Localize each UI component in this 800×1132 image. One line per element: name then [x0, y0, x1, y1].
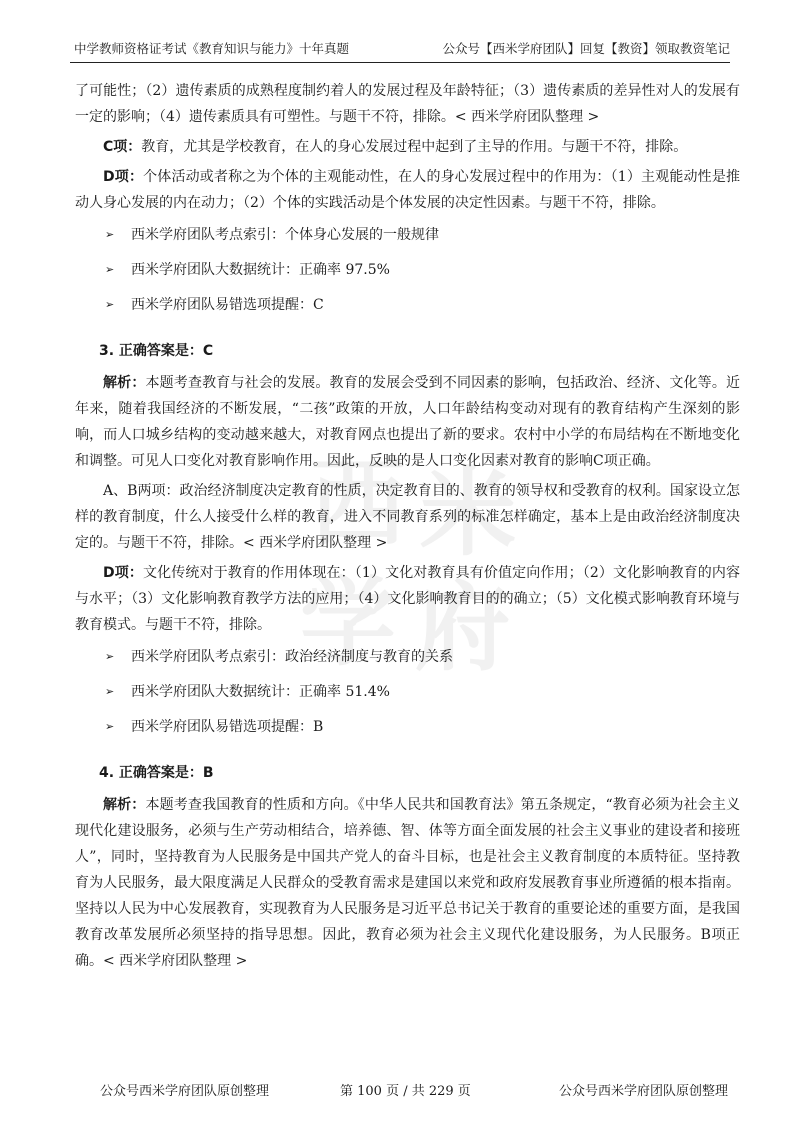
- bullet-text: 西米学府团队易错选项提醒：C: [131, 297, 324, 313]
- analysis-text: 本题考查教育与社会的发展。教育的发展会受到不同因素的影响，包括政治、经济、文化等。近年来，随着我国经济的不断发展，“二孩”政策的开放，人口年龄结构变动对现有的教育结构产生深刻的影响，而人口城乡结构的变动越来越大，对教育网点也提出了新的要求。农村中小学的布局结构在不断地变化和调整。可见人口变化对教育影响作用。因此，反映的是人口变化因素对教育的影响C项正确。: [75, 375, 741, 469]
- option-label: C项：: [103, 139, 142, 155]
- page-content: [75, 78, 740, 974]
- footer-right: 公众号西米学府团队原创整理: [558, 1084, 728, 1099]
- footer-left: 公众号西米学府团队原创整理: [100, 1084, 270, 1099]
- bullet-item: [75, 644, 740, 670]
- page-header: [70, 38, 730, 63]
- prev-option-c: [75, 134, 740, 160]
- arrow-bullet-icon: ➢: [105, 650, 115, 663]
- bullet-item: [75, 222, 740, 248]
- watermark-char: 西: [310, 447, 406, 559]
- bullet-text: 西米学府团队大数据统计：正确率 97.5%: [131, 262, 390, 278]
- prev-continuation: 了可能性；（2）遗传素质的成熟程度制约着人的发展过程及年龄特征；（3）遗传素质的差异性对人的发展有一定的影响；（4）遗传素质具有可塑性。与题干不符，排除。< 西米学府团队整理 >: [75, 83, 740, 125]
- header-promo: 公众号【西米学府团队】回复【教资】领取教资笔记: [442, 41, 730, 56]
- q4-analysis: [75, 792, 740, 974]
- arrow-bullet-icon: ➢: [105, 263, 115, 276]
- analysis-label: 解析：: [103, 375, 146, 391]
- header-title: 中学教师资格证考试《教育知识与能力》十年真题: [74, 41, 350, 56]
- watermark-char: 学: [300, 567, 396, 679]
- bullet-text: 西米学府团队考点索引：个体身心发展的一般规律: [131, 227, 439, 243]
- prev-option-d: [75, 164, 740, 216]
- arrow-bullet-icon: ➢: [105, 228, 115, 241]
- bullet-text: 西米学府团队易错选项提醒：B: [131, 719, 324, 735]
- bullet-item: [75, 714, 740, 740]
- watermark-char: 米: [420, 457, 516, 569]
- option-text: 个体活动或者称之为个体的主观能动性，在人的身心发展过程中的作用为：（1）主观能动性是推动人身心发展的内在动力；（2）个体的实践活动是个体发展的决定性因素。与题干不符，排除。: [75, 169, 741, 211]
- page-number: 第 100 页 / 共 229 页: [340, 1084, 471, 1099]
- bullet-item: [75, 292, 740, 318]
- watermark-char: 府: [415, 572, 511, 684]
- option-text: 文化传统对于教育的作用体现在：（1）文化对教育具有价值定向作用；（2）文化影响教育的内容与水平；（3）文化影响教育教学方法的应用；（4）文化影响教育目的的确立；（5）文化模式影响教育环境与教育模式。与题干不符，排除。: [75, 565, 740, 633]
- bullet-text: 西米学府团队考点索引：政治经济制度与教育的关系: [131, 649, 453, 665]
- arrow-bullet-icon: ➢: [105, 298, 115, 311]
- arrow-bullet-icon: ➢: [105, 720, 115, 733]
- q3-analysis: [75, 370, 740, 474]
- bullet-text: 西米学府团队大数据统计：正确率 51.4%: [131, 684, 390, 700]
- option-label: D项：: [103, 565, 143, 581]
- option-text: 教育，尤其是学校教育，在人的身心发展过程中起到了主导的作用。与题干不符，排除。: [141, 139, 688, 155]
- question-4-title: 4. 正确答案是：B: [99, 765, 214, 781]
- page-footer: [0, 1080, 800, 1102]
- bullet-item: [75, 257, 740, 283]
- option-label: D项：: [103, 169, 144, 185]
- bullet-item: [75, 679, 740, 705]
- q3-option-ab: A、B两项：政治经济制度决定教育的性质，决定教育目的、教育的领导权和受教育的权利。国家设立怎样的教育制度，什么人接受什么样的教育，进入不同教育系列的标准怎样确定，基本上是由政治经济制度决定的。与题干不符，排除。< 西米学府团队整理 >: [75, 483, 740, 551]
- analysis-text: 本题考查我国教育的性质和方向。《中华人民共和国教育法》第五条规定，“教育必须为社会主义现代化建设服务，必须与生产劳动相结合，培养德、智、体等方面全面发展的社会主义事业的建设者和接班人”，同时，坚持教育为人民服务是中国共产党人的奋斗目标，也是社会主义教育制度的本质特征。坚持教育为人民服务，最大限度满足人民群众的受教育需求是建国以来党和政府发展教育事业所遵循的根本指南。坚持以人民为中心发展教育，实现教育为人民服务是习近平总书记关于教育的重要论述的重要方面，是我国教育改革发展所必须坚持的指导思想。因此，教育必须为社会主义现代化建设服务，为人民服务。B项正确。< 西米学府团队整理 >: [75, 797, 741, 969]
- arrow-bullet-icon: ➢: [105, 685, 115, 698]
- analysis-label: 解析：: [103, 797, 146, 813]
- q3-option-d: [75, 560, 740, 638]
- question-3-title: 3. 正确答案是：C: [99, 343, 214, 359]
